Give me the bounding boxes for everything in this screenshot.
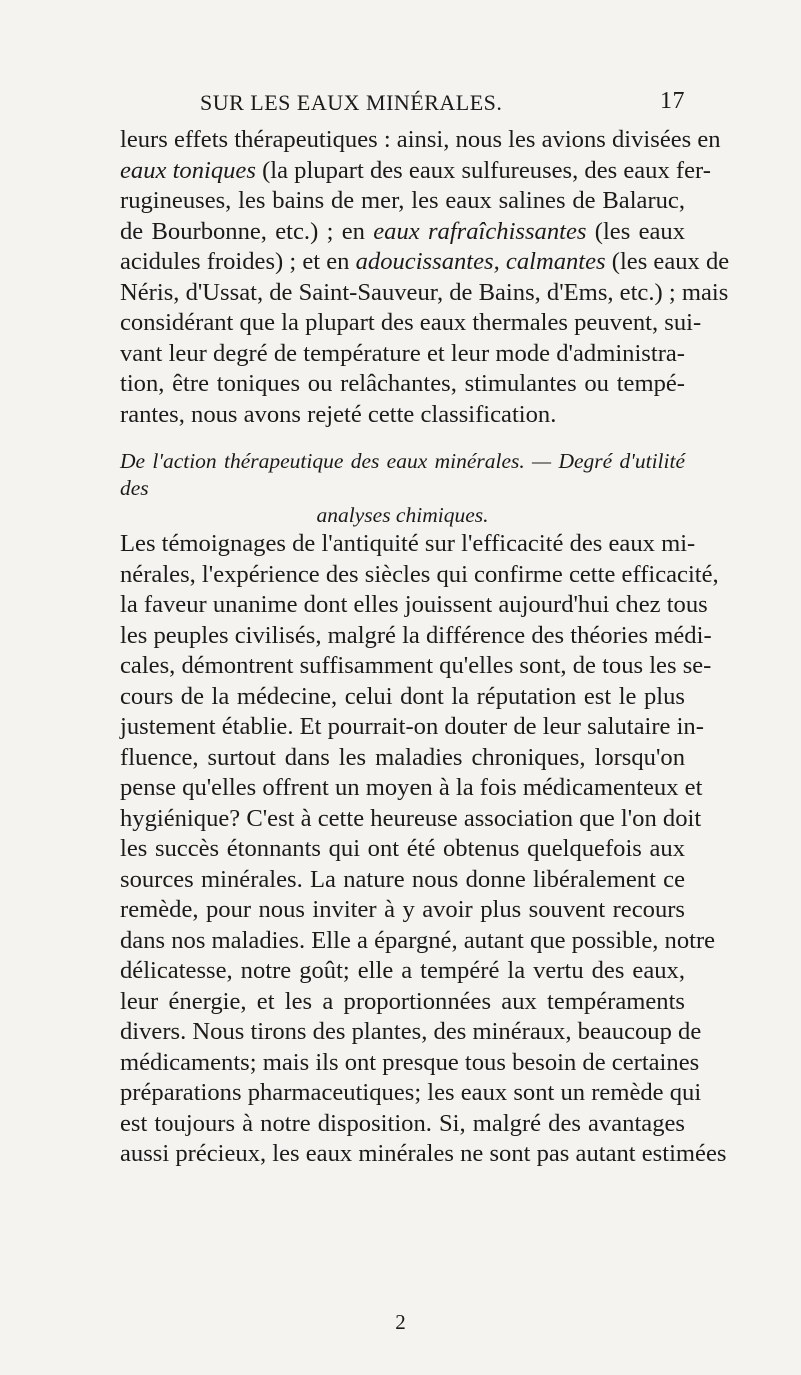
text-line: cours de la médecine, celui dont la réputation est le plus [120, 682, 685, 710]
text-line: leur énergie, et les a proportionnées aux tempéraments [120, 987, 685, 1015]
text-span: acidules froides) ; et en [120, 248, 350, 275]
paragraph-2 [120, 529, 727, 1170]
text-line: remède, pour nous inviter à y avoir plus souvent recours [120, 896, 685, 923]
text-line: rantes, nous avons rejeté cette classification. [120, 400, 557, 428]
text-line: aussi précieux, les eaux minérales ne sont pas autant estimées [120, 1140, 727, 1167]
running-head [120, 82, 685, 122]
section-heading-line: De l'action thérapeutique des eaux minérales. — Degré d'utilité des [120, 449, 685, 500]
paragraph-1 [120, 125, 730, 430]
text-line: hygiénique? C'est à cette heureuse association que l'on doit [120, 804, 702, 832]
text-span: de Bourbonne, etc.) ; en [120, 217, 365, 245]
text-line: dans nos maladies. Elle a épargné, autant que possible, notre [120, 926, 716, 954]
signature-mark: 2 [395, 1310, 406, 1334]
text-line: divers. Nous tirons des plantes, des minéraux, beaucoup de [120, 1018, 702, 1045]
italic-term: eaux toniques [120, 156, 256, 184]
text-line [120, 247, 730, 278]
text-line: pense qu'elles offrent un moyen à la fois médicamenteux et [120, 774, 703, 801]
text-line: justement établie. Et pourrait-on douter de leur salutaire in- [120, 713, 704, 740]
section-heading-line: analyses chimiques. [316, 503, 489, 527]
text-line: Les témoignages de l'antiquité sur l'efficacité des eaux mi- [120, 530, 696, 557]
text-line: médicaments; mais ils ont presque tous besoin de certaines [120, 1048, 700, 1076]
text-line: fluence, surtout dans les maladies chroniques, lorsqu'on [120, 743, 685, 771]
text-span: (les eaux de [605, 248, 730, 275]
text-line: tion, être toniques ou relâchantes, stimulantes ou tempé- [120, 370, 685, 397]
text-span: (la plupart des eaux sulfureuses, des eaux fer- [255, 156, 711, 184]
text-line: cales, démontrent suffisamment qu'elles sont, de tous les se- [120, 652, 712, 679]
text-line: considérant que la plupart des eaux thermales peuvent, sui- [120, 309, 702, 336]
text-line: la faveur unanime dont elles jouissent aujourd'hui chez tous [120, 591, 708, 618]
text-line: nérales, l'expérience des siècles qui confirme cette efficacité, [120, 560, 719, 588]
text-line: rugineuses, les bains de mer, les eaux salines de Balaruc, [120, 187, 685, 214]
text-line: Néris, d'Ussat, de Saint-Sauveur, de Bains, d'Ems, etc.) ; mais [120, 278, 729, 306]
text-line: est toujours à notre disposition. Si, malgré des avantages [120, 1109, 685, 1137]
section-heading [120, 448, 685, 529]
text-line [120, 156, 711, 187]
page-number: 17 [660, 88, 685, 114]
italic-term: adoucissantes, calmantes [355, 248, 606, 275]
text-line: délicatesse, notre goût; elle a tempéré la vertu des eaux, [120, 957, 685, 984]
text-line: préparations pharmaceutiques; les eaux sont un remède qui [120, 1079, 702, 1106]
italic-term: eaux rafraîchissantes [373, 217, 587, 245]
text-line: les succès étonnants qui ont été obtenus quelquefois aux [120, 835, 685, 862]
text-line: vant leur degré de température et leur mode d'administra- [120, 339, 685, 367]
text-span: (les eaux [586, 217, 686, 245]
text-line: leurs effets thérapeutiques : ainsi, nous les avions divisées en [120, 126, 721, 153]
text-line [120, 217, 685, 248]
text-line: les peuples civilisés, malgré la différence des théories médi- [120, 621, 712, 649]
text-line: sources minérales. La nature nous donne libéralement ce [120, 865, 685, 893]
running-title: SUR LES EAUX MINÉRALES. [200, 90, 503, 115]
